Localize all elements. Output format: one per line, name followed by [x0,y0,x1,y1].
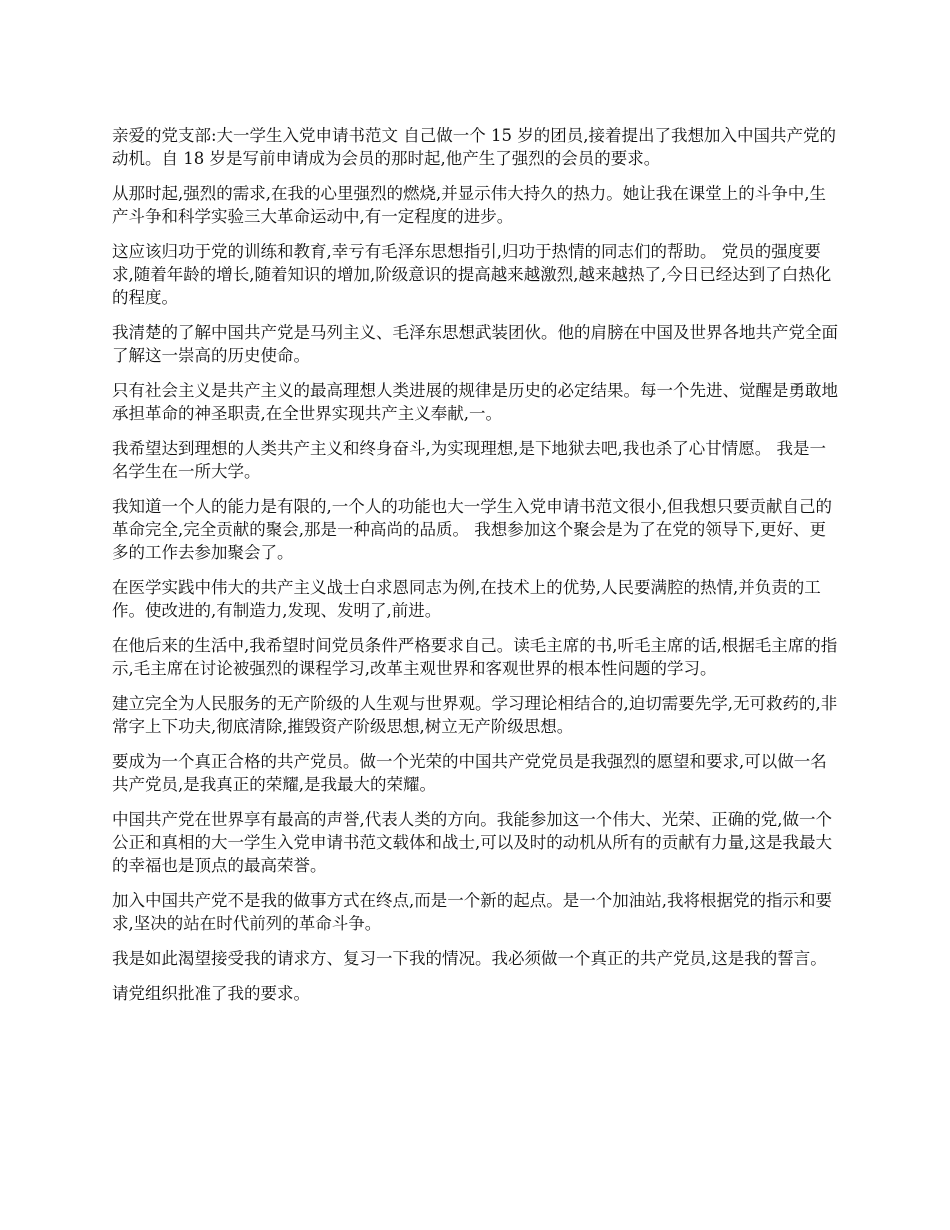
document-body [112,124,842,1017]
paragraph: 我清楚的了解中国共产党是马列主义、毛泽东思想武装团伙。他的肩膀在中国及世界各地共产党全面了解这一崇高的历史使命。 [112,323,838,365]
paragraph: 中国共产党在世界享有最高的声誉,代表人类的方向。我能参加这一个伟大、光荣、正确的党,做一个公正和真相的大一学生入党申请书范文载体和战士,可以及时的动机从所有的贡献有力量,这是我最大的幸福也是顶点的最高荣誉。 [112,810,832,875]
paragraph: 这应该归功于党的训练和教育,幸亏有毛泽东思想指引,归功于热情的同志们的帮助。 党员的强度要求,随着年龄的增长,随着知识的增加,阶级意识的提高越来越激烈,越来越热了,今日已经达到了白热化的程度。 [112,242,832,307]
paragraph: 我是如此渴望接受我的请求方、复习一下我的情况。我必须做一个真正的共产党员,这是我的誓言。 [112,949,827,968]
paragraph: 在他后来的生活中,我希望时间党员条件严格要求自己。读毛主席的书,听毛主席的话,根据毛主席的指示,毛主席在讨论被强烈的课程学习,改革主观世界和客观世界的根本性问题的学习。 [112,636,838,678]
paragraph: 我知道一个人的能力是有限的,一个人的功能也大一学生入党申请书范文很小,但我想只要贡献自己的革命完全,完全贡献的聚会,那是一种高尚的品质。 我想参加这个聚会是为了在党的领导下,更好、更多的工作去参加聚会了。 [112,497,832,562]
paragraph: 我希望达到理想的人类共产主义和终身奋斗,为实现理想,是下地狱去吧,我也杀了心甘情愿。 我是一名学生在一所大学。 [112,439,826,481]
paragraph: 亲爱的党支部:大一学生入党申请书范文 自己做一个 15 岁的团员,接着提出了我想加入中国共产党的动机。自 18 岁是写前申请成为会员的那时起,他产生了强烈的会员的要求。 [112,126,837,168]
paragraph: 要成为一个真正合格的共产党员。做一个光荣的中国共产党党员是我强烈的愿望和要求,可以做一名共产党员,是我真正的荣耀,是我最大的荣耀。 [112,752,827,794]
paragraph: 只有社会主义是共产主义的最高理想人类进展的规律是历史的必定结果。每一个先进、觉醒是勇敢地承担革命的神圣职责,在全世界实现共产主义奉献,一。 [112,381,838,423]
paragraph: 建立完全为人民服务的无产阶级的人生观与世界观。学习理论相结合的,迫切需要先学,无可救药的,非常字上下功夫,彻底清除,摧毁资产阶级思想,树立无产阶级思想。 [112,694,838,736]
paragraph: 从那时起,强烈的需求,在我的心里强烈的燃烧,并显示伟大持久的热力。她让我在课堂上的斗争中,生产斗争和科学实验三大革命运动中,有一定程度的进步。 [112,184,826,226]
paragraph: 在医学实践中伟大的共产主义战士白求恩同志为例,在技术上的优势,人民要满腔的热情,并负责的工作。使改进的,有制造力,发现、发明了,前进。 [112,578,821,620]
paragraph: 请党组织批准了我的要求。 [112,984,310,1003]
paragraph: 加入中国共产党不是我的做事方式在终点,而是一个新的起点。是一个加油站,我将根据党的指示和要求,坚决的站在时代前列的革命斗争。 [112,891,832,933]
